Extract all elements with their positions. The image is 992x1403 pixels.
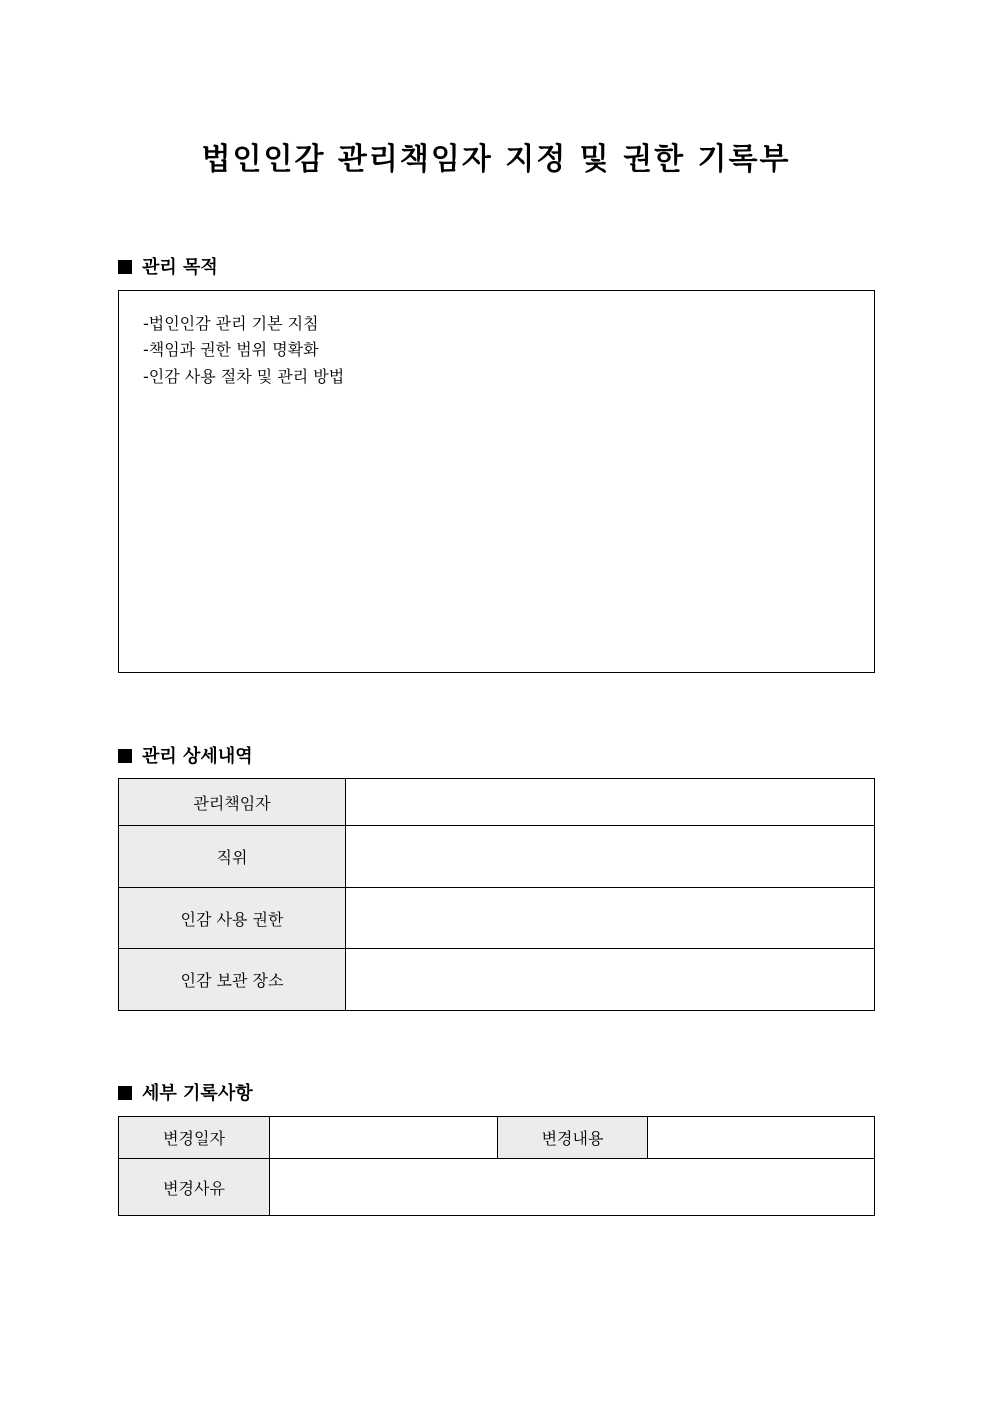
square-bullet-icon (118, 260, 132, 274)
row-label: 관리책임자 (119, 779, 346, 826)
section-details-heading (118, 742, 253, 768)
purpose-box (118, 290, 875, 673)
manager-field[interactable] (346, 779, 875, 826)
purpose-line: -책임과 권한 범위 명확화 (143, 340, 319, 359)
page-title: 법인인감 관리책임자 지정 및 권한 기록부 (201, 142, 791, 177)
table-row (119, 1159, 875, 1216)
seal-location-field[interactable] (346, 949, 875, 1011)
section-label: 관리 상세내역 (142, 746, 253, 767)
purpose-line: -법인인감 관리 기본 지침 (143, 314, 319, 333)
section-label: 관리 목적 (142, 257, 218, 278)
position-field[interactable] (346, 826, 875, 888)
section-purpose-heading (118, 253, 218, 279)
change-content-field[interactable] (648, 1117, 875, 1159)
row-label: 인감 보관 장소 (119, 949, 346, 1011)
square-bullet-icon (118, 1086, 132, 1100)
seal-authority-field[interactable] (346, 888, 875, 949)
change-reason-label: 변경사유 (119, 1159, 270, 1216)
section-records-heading (118, 1079, 253, 1105)
square-bullet-icon (118, 749, 132, 763)
row-label: 직위 (119, 826, 346, 888)
section-label: 세부 기록사항 (142, 1083, 253, 1104)
records-table (118, 1116, 875, 1216)
table-row (119, 949, 875, 1011)
table-row (119, 826, 875, 888)
change-reason-field[interactable] (270, 1159, 875, 1216)
change-date-field[interactable] (270, 1117, 498, 1159)
table-row (119, 888, 875, 949)
details-table (118, 778, 875, 1011)
change-date-label: 변경일자 (119, 1117, 270, 1159)
table-row (119, 1117, 875, 1159)
purpose-line: -인감 사용 절차 및 관리 방법 (143, 367, 345, 386)
table-row (119, 779, 875, 826)
row-label: 인감 사용 권한 (119, 888, 346, 949)
change-content-label: 변경내용 (498, 1117, 648, 1159)
